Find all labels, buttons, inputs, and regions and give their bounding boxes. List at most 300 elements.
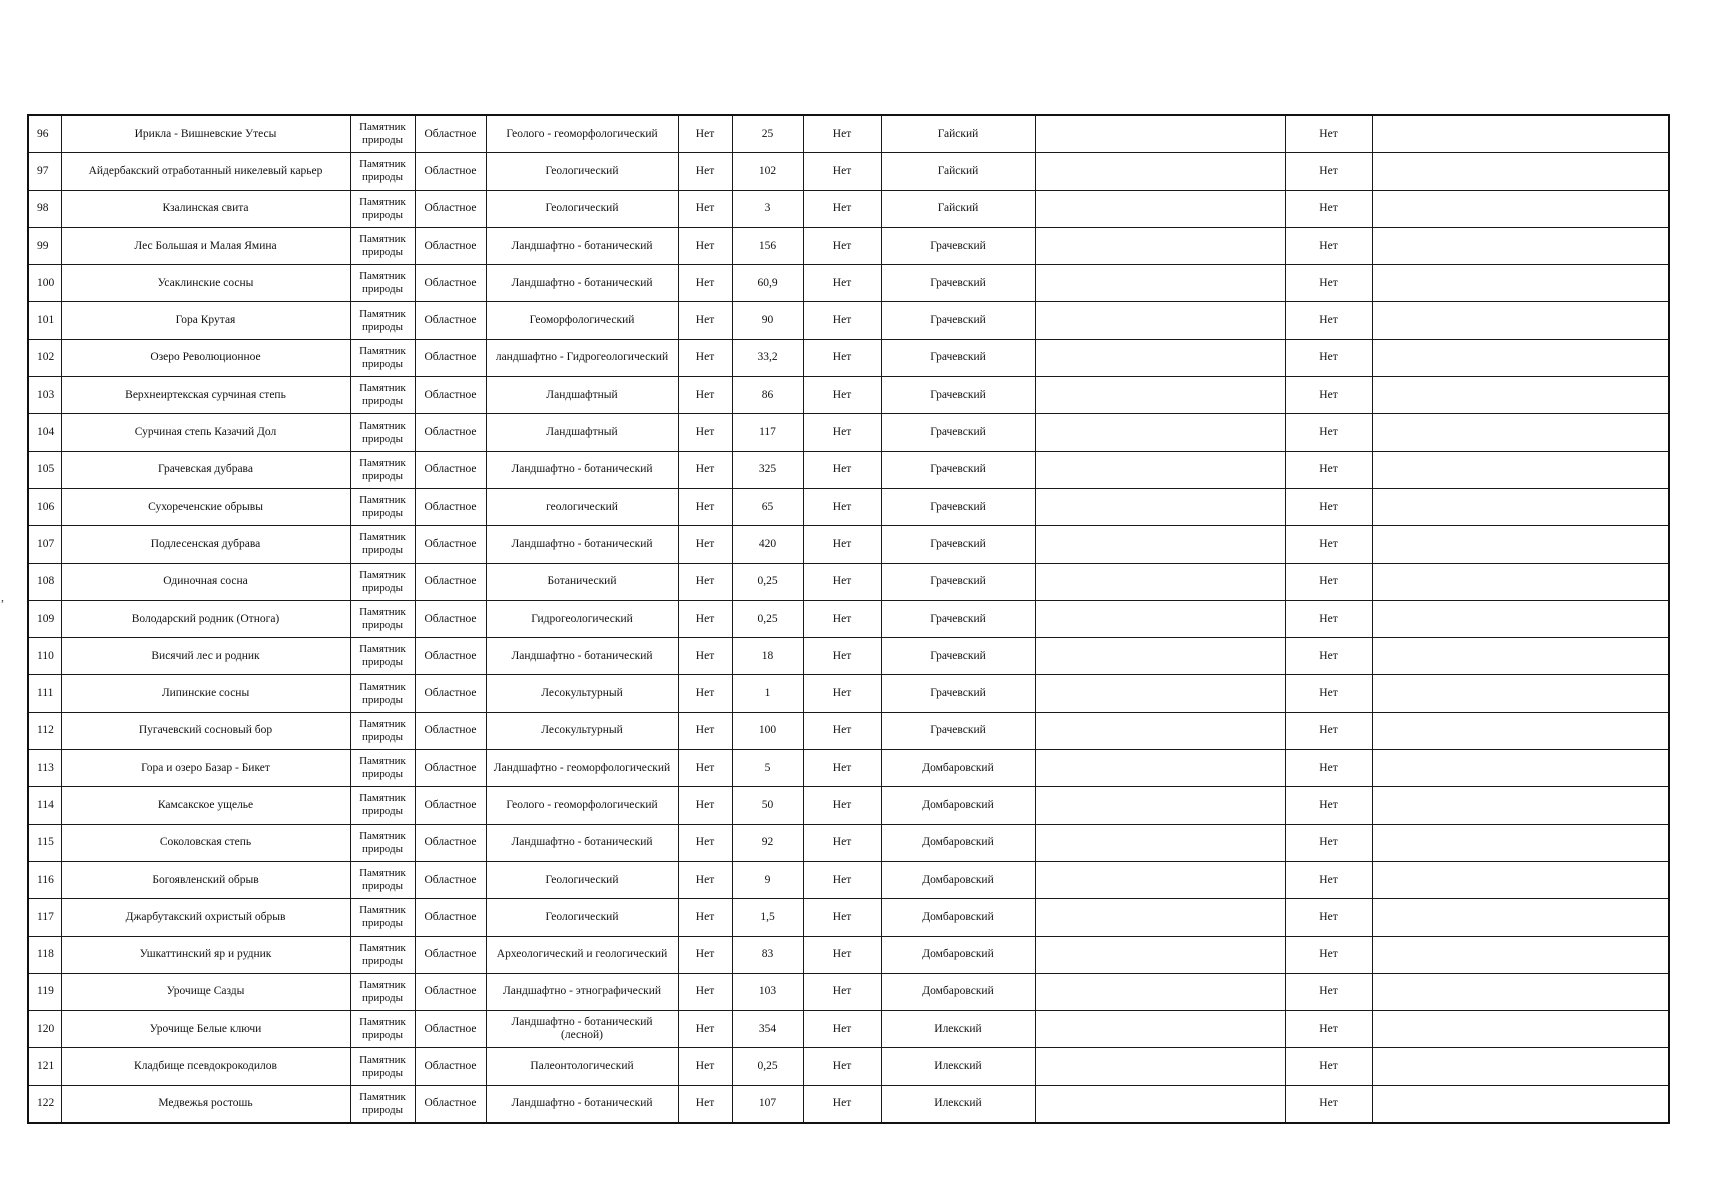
status-cell: Памятник природы xyxy=(350,824,415,861)
table-row xyxy=(28,302,1669,339)
district-cell: Грачевский xyxy=(881,526,1035,563)
significance-cell: Областное xyxy=(415,153,486,190)
profile-cell: Ландшафтно - ботанический xyxy=(486,451,678,488)
flag-cell: Нет xyxy=(803,526,881,563)
table-row xyxy=(28,638,1669,675)
district-cell: Грачевский xyxy=(881,302,1035,339)
name-cell: Озеро Революционное xyxy=(61,339,350,376)
row-number-cell: 107 xyxy=(28,526,61,563)
flag-cell: Нет xyxy=(678,600,732,637)
status-cell: Памятник природы xyxy=(350,414,415,451)
district-cell: Домбаровский xyxy=(881,861,1035,898)
empty-cell xyxy=(1035,115,1285,153)
flag-cell: Нет xyxy=(803,414,881,451)
district-cell: Домбаровский xyxy=(881,936,1035,973)
flag-cell: Нет xyxy=(678,339,732,376)
significance-cell: Областное xyxy=(415,899,486,936)
profile-cell: Гидрогеологический xyxy=(486,600,678,637)
empty-cell xyxy=(1035,861,1285,898)
area-cell: 107 xyxy=(732,1085,803,1123)
empty-cell xyxy=(1035,600,1285,637)
empty-cell xyxy=(1035,1048,1285,1085)
empty-cell xyxy=(1035,302,1285,339)
significance-cell: Областное xyxy=(415,414,486,451)
empty-cell xyxy=(1035,265,1285,302)
area-cell: 60,9 xyxy=(732,265,803,302)
profile-cell: Ландшафтно - геоморфологический xyxy=(486,750,678,787)
flag-cell: Нет xyxy=(803,1085,881,1123)
row-number-cell: 112 xyxy=(28,712,61,749)
flag-cell: Нет xyxy=(678,1048,732,1085)
significance-cell: Областное xyxy=(415,1011,486,1048)
empty-cell xyxy=(1372,526,1669,563)
row-number-cell: 109 xyxy=(28,600,61,637)
flag-cell: Нет xyxy=(803,115,881,153)
district-cell: Грачевский xyxy=(881,675,1035,712)
table-row xyxy=(28,712,1669,749)
table-row xyxy=(28,824,1669,861)
flag-cell: Нет xyxy=(1285,153,1372,190)
status-cell: Памятник природы xyxy=(350,451,415,488)
empty-cell xyxy=(1035,563,1285,600)
area-cell: 117 xyxy=(732,414,803,451)
flag-cell: Нет xyxy=(678,936,732,973)
name-cell: Соколовская степь xyxy=(61,824,350,861)
area-cell: 100 xyxy=(732,712,803,749)
flag-cell: Нет xyxy=(1285,824,1372,861)
empty-cell xyxy=(1372,414,1669,451)
district-cell: Илекский xyxy=(881,1085,1035,1123)
flag-cell: Нет xyxy=(803,227,881,264)
area-cell: 102 xyxy=(732,153,803,190)
profile-cell: Ландшафтно - ботанический xyxy=(486,824,678,861)
empty-cell xyxy=(1372,750,1669,787)
name-cell: Володарский родник (Отнога) xyxy=(61,600,350,637)
status-cell: Памятник природы xyxy=(350,600,415,637)
district-cell: Грачевский xyxy=(881,600,1035,637)
flag-cell: Нет xyxy=(678,1011,732,1048)
empty-cell xyxy=(1372,899,1669,936)
significance-cell: Областное xyxy=(415,488,486,525)
area-cell: 0,25 xyxy=(732,1048,803,1085)
table-row xyxy=(28,750,1669,787)
table-row xyxy=(28,414,1669,451)
empty-cell xyxy=(1035,488,1285,525)
empty-cell xyxy=(1035,824,1285,861)
flag-cell: Нет xyxy=(678,563,732,600)
status-cell: Памятник природы xyxy=(350,526,415,563)
profile-cell: Археологический и геологический xyxy=(486,936,678,973)
significance-cell: Областное xyxy=(415,675,486,712)
status-cell: Памятник природы xyxy=(350,973,415,1010)
area-cell: 0,25 xyxy=(732,600,803,637)
empty-cell xyxy=(1372,787,1669,824)
empty-cell xyxy=(1372,1085,1669,1123)
table-row xyxy=(28,339,1669,376)
row-number-cell: 117 xyxy=(28,899,61,936)
row-number-cell: 122 xyxy=(28,1085,61,1123)
significance-cell: Областное xyxy=(415,227,486,264)
flag-cell: Нет xyxy=(1285,1085,1372,1123)
table-row xyxy=(28,936,1669,973)
flag-cell: Нет xyxy=(1285,526,1372,563)
flag-cell: Нет xyxy=(1285,190,1372,227)
flag-cell: Нет xyxy=(803,712,881,749)
table-row xyxy=(28,451,1669,488)
row-number-cell: 102 xyxy=(28,339,61,376)
empty-cell xyxy=(1035,750,1285,787)
row-number-cell: 121 xyxy=(28,1048,61,1085)
district-cell: Гайский xyxy=(881,153,1035,190)
empty-cell xyxy=(1372,936,1669,973)
empty-cell xyxy=(1372,153,1669,190)
empty-cell xyxy=(1035,638,1285,675)
area-cell: 325 xyxy=(732,451,803,488)
flag-cell: Нет xyxy=(803,824,881,861)
district-cell: Грачевский xyxy=(881,377,1035,414)
table-row xyxy=(28,1085,1669,1123)
name-cell: Кладбище псевдокрокодилов xyxy=(61,1048,350,1085)
status-cell: Памятник природы xyxy=(350,899,415,936)
flag-cell: Нет xyxy=(803,787,881,824)
profile-cell: Ландшафтно - ботанический xyxy=(486,227,678,264)
area-cell: 33,2 xyxy=(732,339,803,376)
row-number-cell: 110 xyxy=(28,638,61,675)
flag-cell: Нет xyxy=(1285,377,1372,414)
area-cell: 92 xyxy=(732,824,803,861)
district-cell: Грачевский xyxy=(881,339,1035,376)
status-cell: Памятник природы xyxy=(350,1085,415,1123)
empty-cell xyxy=(1372,115,1669,153)
significance-cell: Областное xyxy=(415,600,486,637)
area-cell: 90 xyxy=(732,302,803,339)
district-cell: Домбаровский xyxy=(881,899,1035,936)
empty-cell xyxy=(1035,787,1285,824)
name-cell: Урочище Белые ключи xyxy=(61,1011,350,1048)
flag-cell: Нет xyxy=(803,973,881,1010)
profile-cell: Лесокультурный xyxy=(486,712,678,749)
table-row xyxy=(28,861,1669,898)
status-cell: Памятник природы xyxy=(350,712,415,749)
status-cell: Памятник природы xyxy=(350,750,415,787)
status-cell: Памятник природы xyxy=(350,1011,415,1048)
area-cell: 25 xyxy=(732,115,803,153)
empty-cell xyxy=(1372,1011,1669,1048)
status-cell: Памятник природы xyxy=(350,377,415,414)
status-cell: Памятник природы xyxy=(350,936,415,973)
status-cell: Памятник природы xyxy=(350,302,415,339)
significance-cell: Областное xyxy=(415,936,486,973)
row-number-cell: 101 xyxy=(28,302,61,339)
empty-cell xyxy=(1372,600,1669,637)
significance-cell: Областное xyxy=(415,1085,486,1123)
flag-cell: Нет xyxy=(678,675,732,712)
row-number-cell: 119 xyxy=(28,973,61,1010)
flag-cell: Нет xyxy=(1285,339,1372,376)
row-number-cell: 103 xyxy=(28,377,61,414)
empty-cell xyxy=(1035,712,1285,749)
flag-cell: Нет xyxy=(803,638,881,675)
profile-cell: Палеонтологический xyxy=(486,1048,678,1085)
empty-cell xyxy=(1372,451,1669,488)
row-number-cell: 111 xyxy=(28,675,61,712)
empty-cell xyxy=(1372,1048,1669,1085)
district-cell: Домбаровский xyxy=(881,824,1035,861)
significance-cell: Областное xyxy=(415,861,486,898)
profile-cell: Ландшафтно - ботанический xyxy=(486,1085,678,1123)
empty-cell xyxy=(1372,227,1669,264)
area-cell: 50 xyxy=(732,787,803,824)
flag-cell: Нет xyxy=(678,190,732,227)
table-row xyxy=(28,153,1669,190)
district-cell: Домбаровский xyxy=(881,750,1035,787)
empty-cell xyxy=(1035,973,1285,1010)
status-cell: Памятник природы xyxy=(350,563,415,600)
area-cell: 65 xyxy=(732,488,803,525)
significance-cell: Областное xyxy=(415,563,486,600)
empty-cell xyxy=(1372,861,1669,898)
status-cell: Памятник природы xyxy=(350,227,415,264)
profile-cell: Ландшафтно - ботанический xyxy=(486,526,678,563)
row-number-cell: 97 xyxy=(28,153,61,190)
empty-cell xyxy=(1035,227,1285,264)
significance-cell: Областное xyxy=(415,750,486,787)
name-cell: Ушкаттинский яр и рудник xyxy=(61,936,350,973)
flag-cell: Нет xyxy=(803,190,881,227)
significance-cell: Областное xyxy=(415,824,486,861)
district-cell: Домбаровский xyxy=(881,787,1035,824)
flag-cell: Нет xyxy=(1285,600,1372,637)
flag-cell: Нет xyxy=(803,1011,881,1048)
significance-cell: Областное xyxy=(415,787,486,824)
row-number-cell: 96 xyxy=(28,115,61,153)
flag-cell: Нет xyxy=(803,899,881,936)
area-cell: 0,25 xyxy=(732,563,803,600)
area-cell: 18 xyxy=(732,638,803,675)
significance-cell: Областное xyxy=(415,526,486,563)
flag-cell: Нет xyxy=(1285,899,1372,936)
name-cell: Медвежья ростошь xyxy=(61,1085,350,1123)
row-number-cell: 98 xyxy=(28,190,61,227)
profile-cell: Ландшафтно - этнографический xyxy=(486,973,678,1010)
flag-cell: Нет xyxy=(678,451,732,488)
area-cell: 9 xyxy=(732,861,803,898)
area-cell: 156 xyxy=(732,227,803,264)
status-cell: Памятник природы xyxy=(350,115,415,153)
area-cell: 103 xyxy=(732,973,803,1010)
district-cell: Грачевский xyxy=(881,451,1035,488)
empty-cell xyxy=(1035,414,1285,451)
flag-cell: Нет xyxy=(1285,712,1372,749)
profile-cell: Лесокультурный xyxy=(486,675,678,712)
empty-cell xyxy=(1372,563,1669,600)
empty-cell xyxy=(1035,526,1285,563)
row-number-cell: 114 xyxy=(28,787,61,824)
empty-cell xyxy=(1372,302,1669,339)
table-row xyxy=(28,563,1669,600)
flag-cell: Нет xyxy=(678,302,732,339)
flag-cell: Нет xyxy=(678,750,732,787)
flag-cell: Нет xyxy=(1285,563,1372,600)
row-number-cell: 118 xyxy=(28,936,61,973)
empty-cell xyxy=(1035,451,1285,488)
flag-cell: Нет xyxy=(1285,1011,1372,1048)
flag-cell: Нет xyxy=(678,638,732,675)
status-cell: Памятник природы xyxy=(350,265,415,302)
profile-cell: ландшафтно - Гидрогеологический xyxy=(486,339,678,376)
empty-cell xyxy=(1372,675,1669,712)
table-row xyxy=(28,899,1669,936)
row-number-cell: 106 xyxy=(28,488,61,525)
flag-cell: Нет xyxy=(803,936,881,973)
name-cell: Камсакское ущелье xyxy=(61,787,350,824)
empty-cell xyxy=(1035,377,1285,414)
profile-cell: Геологический xyxy=(486,153,678,190)
empty-cell xyxy=(1035,1011,1285,1048)
empty-cell xyxy=(1372,190,1669,227)
significance-cell: Областное xyxy=(415,190,486,227)
profile-cell: Геологический xyxy=(486,861,678,898)
district-cell: Домбаровский xyxy=(881,973,1035,1010)
empty-cell xyxy=(1372,824,1669,861)
significance-cell: Областное xyxy=(415,973,486,1010)
empty-cell xyxy=(1372,488,1669,525)
name-cell: Подлесенская дубрава xyxy=(61,526,350,563)
name-cell: Одиночная сосна xyxy=(61,563,350,600)
flag-cell: Нет xyxy=(1285,265,1372,302)
name-cell: Гора и озеро Базар - Бикет xyxy=(61,750,350,787)
district-cell: Грачевский xyxy=(881,488,1035,525)
name-cell: Усаклинские сосны xyxy=(61,265,350,302)
area-cell: 5 xyxy=(732,750,803,787)
name-cell: Сухореченские обрывы xyxy=(61,488,350,525)
row-number-cell: 120 xyxy=(28,1011,61,1048)
district-cell: Грачевский xyxy=(881,712,1035,749)
row-number-cell: 108 xyxy=(28,563,61,600)
flag-cell: Нет xyxy=(1285,115,1372,153)
flag-cell: Нет xyxy=(1285,414,1372,451)
status-cell: Памятник природы xyxy=(350,1048,415,1085)
name-cell: Лес Большая и Малая Ямина xyxy=(61,227,350,264)
status-cell: Памятник природы xyxy=(350,190,415,227)
name-cell: Грачевская дубрава xyxy=(61,451,350,488)
significance-cell: Областное xyxy=(415,339,486,376)
profile-cell: Ландшафтно - ботанический (лесной) xyxy=(486,1011,678,1048)
table-row xyxy=(28,190,1669,227)
area-cell: 354 xyxy=(732,1011,803,1048)
name-cell: Джарбутакский охристый обрыв xyxy=(61,899,350,936)
empty-cell xyxy=(1035,153,1285,190)
significance-cell: Областное xyxy=(415,1048,486,1085)
significance-cell: Областное xyxy=(415,638,486,675)
scan-mark: , xyxy=(1,590,4,604)
table-row xyxy=(28,973,1669,1010)
flag-cell: Нет xyxy=(1285,488,1372,525)
flag-cell: Нет xyxy=(678,153,732,190)
significance-cell: Областное xyxy=(415,265,486,302)
table-row xyxy=(28,227,1669,264)
flag-cell: Нет xyxy=(803,750,881,787)
area-cell: 3 xyxy=(732,190,803,227)
flag-cell: Нет xyxy=(1285,936,1372,973)
flag-cell: Нет xyxy=(678,377,732,414)
status-cell: Памятник природы xyxy=(350,638,415,675)
row-number-cell: 104 xyxy=(28,414,61,451)
flag-cell: Нет xyxy=(803,265,881,302)
flag-cell: Нет xyxy=(1285,675,1372,712)
table-row xyxy=(28,787,1669,824)
significance-cell: Областное xyxy=(415,302,486,339)
profile-cell: Ландшафтный xyxy=(486,414,678,451)
name-cell: Богоявленский обрыв xyxy=(61,861,350,898)
district-cell: Грачевский xyxy=(881,265,1035,302)
protected-areas-table xyxy=(27,114,1670,1124)
table-row xyxy=(28,1011,1669,1048)
flag-cell: Нет xyxy=(1285,302,1372,339)
table-body xyxy=(28,115,1669,1123)
profile-cell: геологический xyxy=(486,488,678,525)
flag-cell: Нет xyxy=(678,787,732,824)
area-cell: 420 xyxy=(732,526,803,563)
name-cell: Кзалинская свита xyxy=(61,190,350,227)
flag-cell: Нет xyxy=(678,899,732,936)
empty-cell xyxy=(1035,936,1285,973)
district-cell: Грачевский xyxy=(881,227,1035,264)
flag-cell: Нет xyxy=(803,1048,881,1085)
profile-cell: Ландшафтный xyxy=(486,377,678,414)
status-cell: Памятник природы xyxy=(350,153,415,190)
flag-cell: Нет xyxy=(803,153,881,190)
status-cell: Памятник природы xyxy=(350,339,415,376)
flag-cell: Нет xyxy=(803,563,881,600)
empty-cell xyxy=(1372,339,1669,376)
district-cell: Гайский xyxy=(881,190,1035,227)
table-row xyxy=(28,526,1669,563)
profile-cell: Геологический xyxy=(486,190,678,227)
empty-cell xyxy=(1035,1085,1285,1123)
profile-cell: Геолого - геоморфологический xyxy=(486,787,678,824)
flag-cell: Нет xyxy=(1285,750,1372,787)
row-number-cell: 115 xyxy=(28,824,61,861)
flag-cell: Нет xyxy=(678,526,732,563)
row-number-cell: 116 xyxy=(28,861,61,898)
profile-cell: Геологический xyxy=(486,899,678,936)
area-cell: 1 xyxy=(732,675,803,712)
flag-cell: Нет xyxy=(1285,861,1372,898)
flag-cell: Нет xyxy=(803,377,881,414)
flag-cell: Нет xyxy=(678,488,732,525)
table-row xyxy=(28,265,1669,302)
flag-cell: Нет xyxy=(1285,451,1372,488)
profile-cell: Ландшафтно - ботанический xyxy=(486,265,678,302)
empty-cell xyxy=(1035,675,1285,712)
table-row xyxy=(28,675,1669,712)
district-cell: Грачевский xyxy=(881,563,1035,600)
table-row xyxy=(28,377,1669,414)
row-number-cell: 100 xyxy=(28,265,61,302)
empty-cell xyxy=(1372,638,1669,675)
area-cell: 86 xyxy=(732,377,803,414)
empty-cell xyxy=(1035,339,1285,376)
empty-cell xyxy=(1372,712,1669,749)
empty-cell xyxy=(1372,377,1669,414)
flag-cell: Нет xyxy=(678,861,732,898)
name-cell: Висячий лес и родник xyxy=(61,638,350,675)
flag-cell: Нет xyxy=(803,675,881,712)
flag-cell: Нет xyxy=(803,861,881,898)
district-cell: Грачевский xyxy=(881,638,1035,675)
flag-cell: Нет xyxy=(678,973,732,1010)
